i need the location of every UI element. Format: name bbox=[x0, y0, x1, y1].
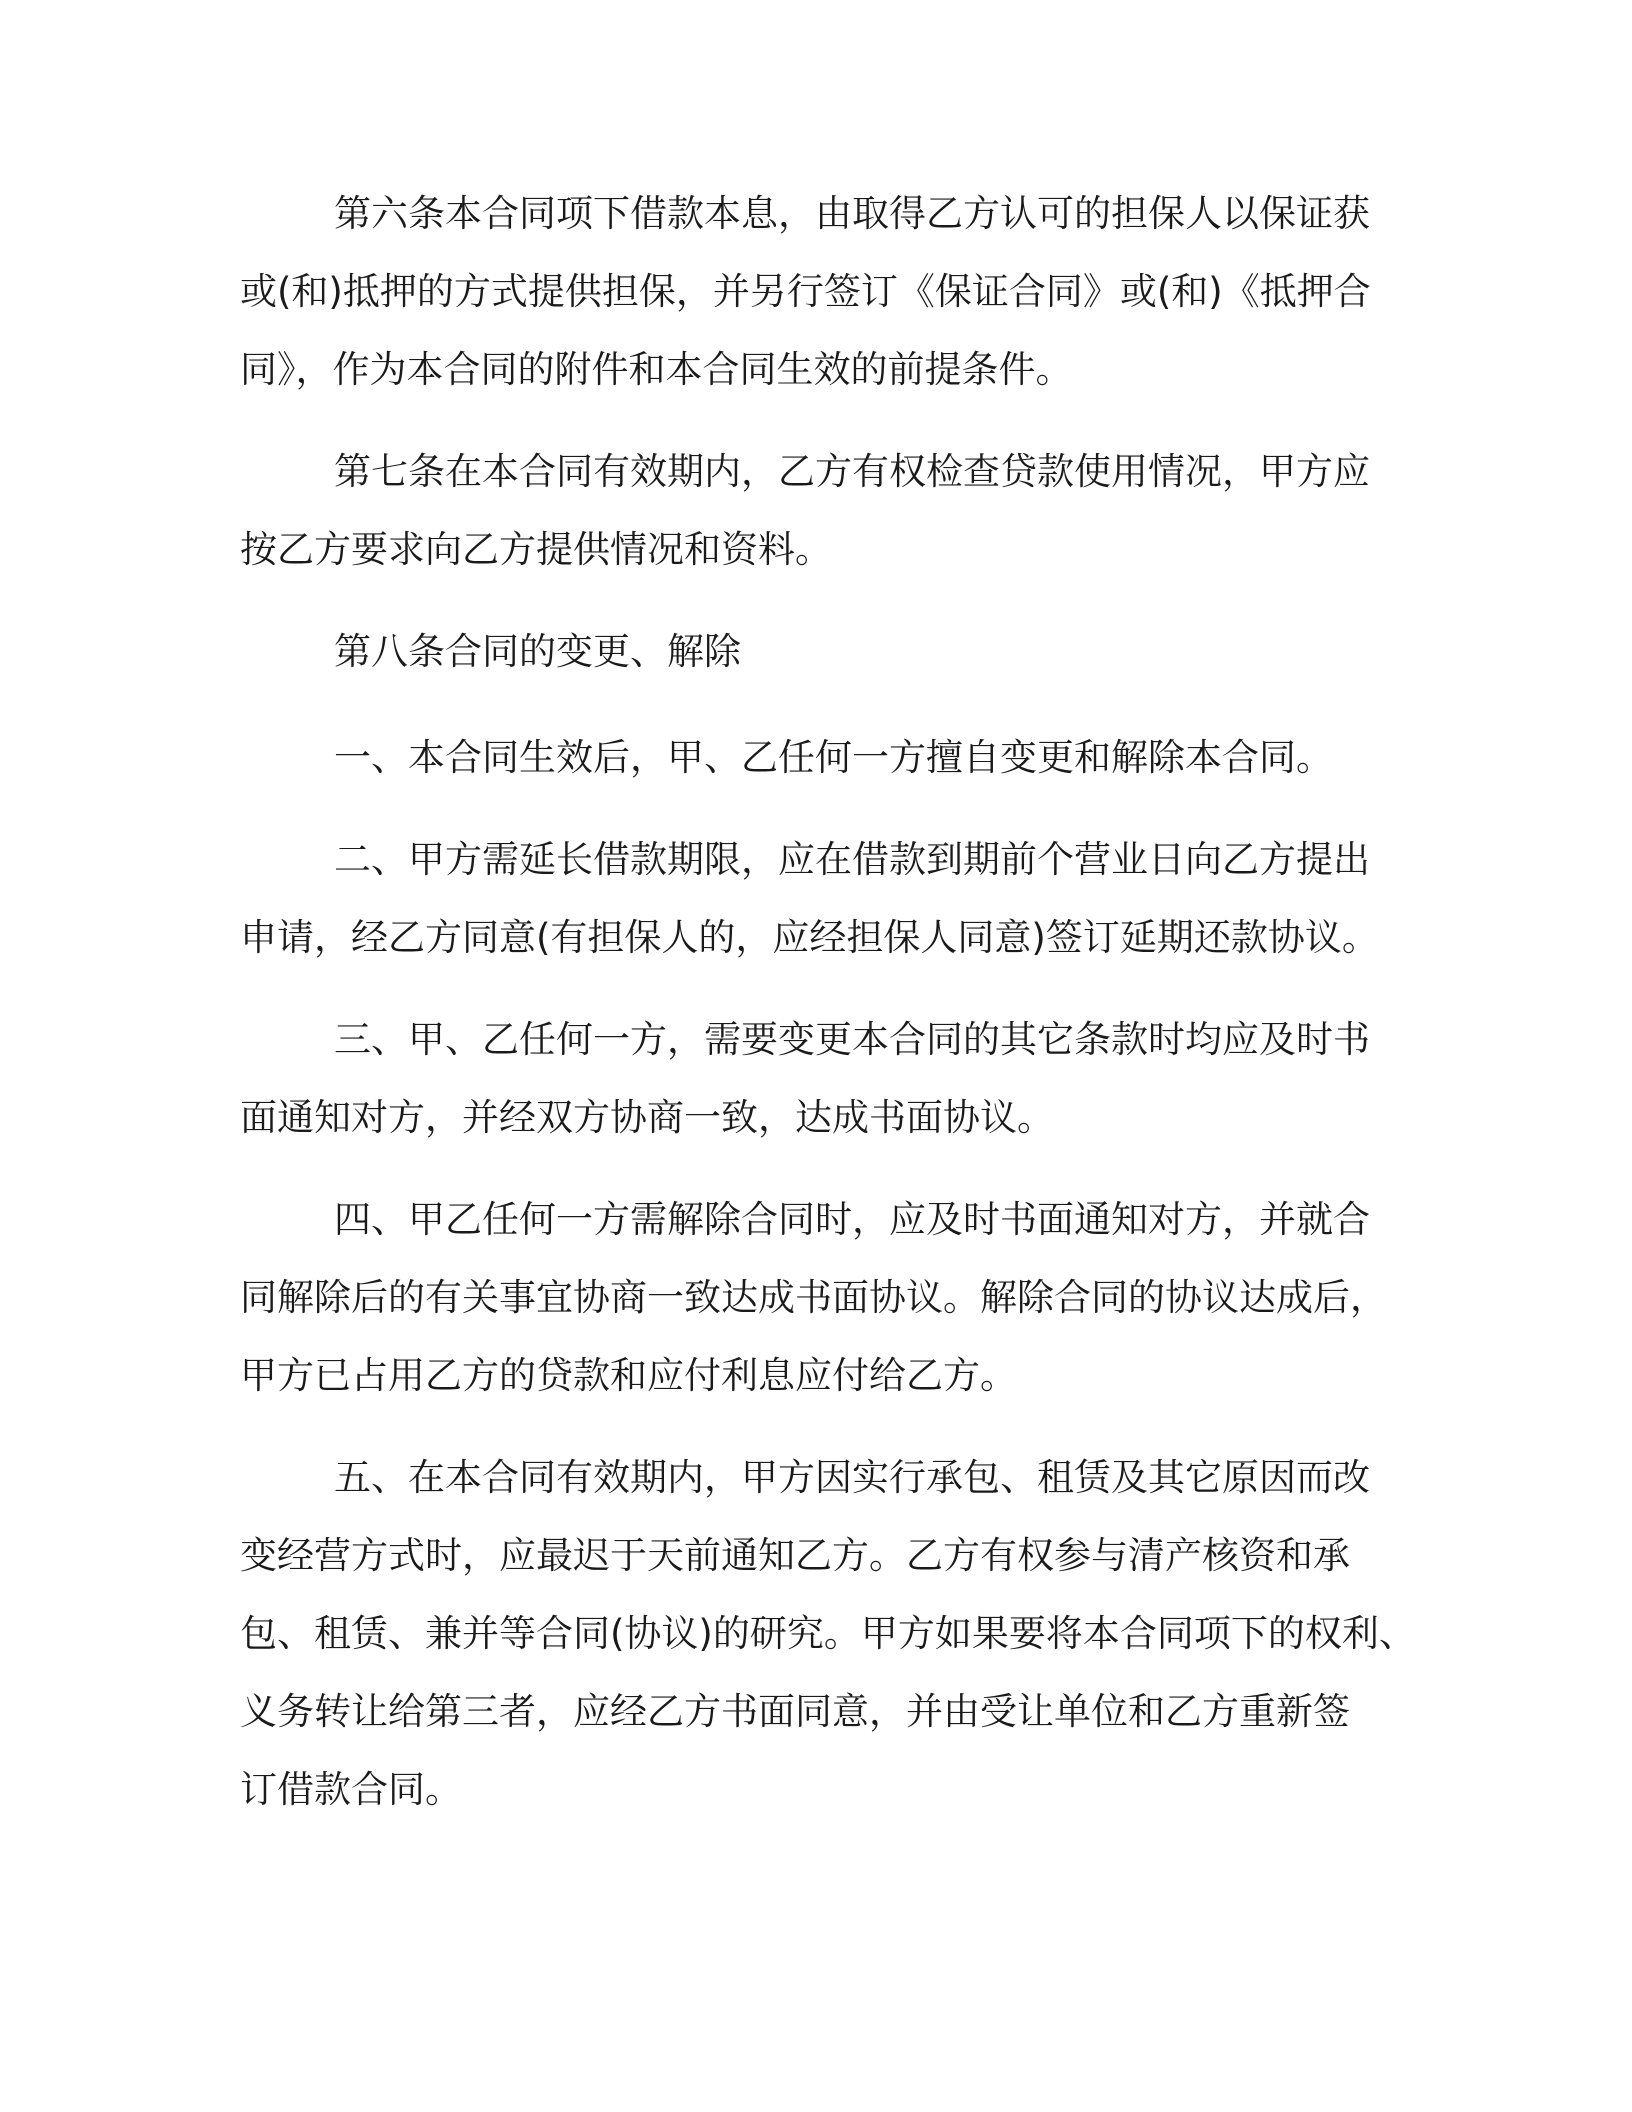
article-7-line-1: 第七条在本合同有效期内，乙方有权检查贷款使用情况，甲方应 bbox=[334, 450, 1370, 493]
item-5-line-1: 五、在本合同有效期内，甲方因实行承包、租赁及其它原因而改 bbox=[334, 1456, 1370, 1499]
item-4-line-3: 甲方已占用乙方的贷款和应付利息应付给乙方。 bbox=[240, 1354, 1017, 1397]
item-2-line-2: 申请，经乙方同意(有担保人的，应经担保人同意)签订延期还款协议。 bbox=[240, 916, 1379, 959]
item-5-line-2: 变经营方式时，应最迟于天前通知乙方。乙方有权参与清产核资和承 bbox=[240, 1534, 1350, 1577]
article-8-heading: 第八条合同的变更、解除 bbox=[334, 630, 741, 673]
article-6-line-1: 第六条本合同项下借款本息，由取得乙方认可的担保人以保证获 bbox=[334, 192, 1370, 235]
item-5-line-4: 义务转让给第三者，应经乙方书面同意，并由受让单位和乙方重新签 bbox=[240, 1690, 1350, 1733]
article-6-line-3: 同》，作为本合同的附件和本合同生效的前提条件。 bbox=[240, 348, 1073, 391]
item-1-line-1: 一、本合同生效后，甲、乙任何一方擅自变更和解除本合同。 bbox=[334, 736, 1333, 779]
item-3-line-2: 面通知对方，并经双方协商一致，达成书面协议。 bbox=[240, 1096, 1054, 1139]
item-5-line-3: 包、租赁、兼并等合同(协议)的研究。甲方如果要将本合同项下的权利、 bbox=[240, 1612, 1416, 1655]
article-6-line-2: 或(和)抵押的方式提供担保，并另行签订《保证合同》或(和)《抵押合 bbox=[240, 270, 1371, 313]
item-5-line-5: 订借款合同。 bbox=[240, 1768, 462, 1811]
item-2-line-1: 二、甲方需延长借款期限，应在借款到期前个营业日向乙方提出 bbox=[334, 838, 1370, 881]
article-7-line-2: 按乙方要求向乙方提供情况和资料。 bbox=[240, 528, 832, 571]
item-3-line-1: 三、甲、乙任何一方，需要变更本合同的其它条款时均应及时书 bbox=[334, 1018, 1370, 1061]
item-4-line-1: 四、甲乙任何一方需解除合同时，应及时书面通知对方，并就合 bbox=[334, 1198, 1370, 1241]
item-4-line-2: 同解除后的有关事宜协商一致达成书面协议。解除合同的协议达成后， bbox=[240, 1276, 1387, 1319]
